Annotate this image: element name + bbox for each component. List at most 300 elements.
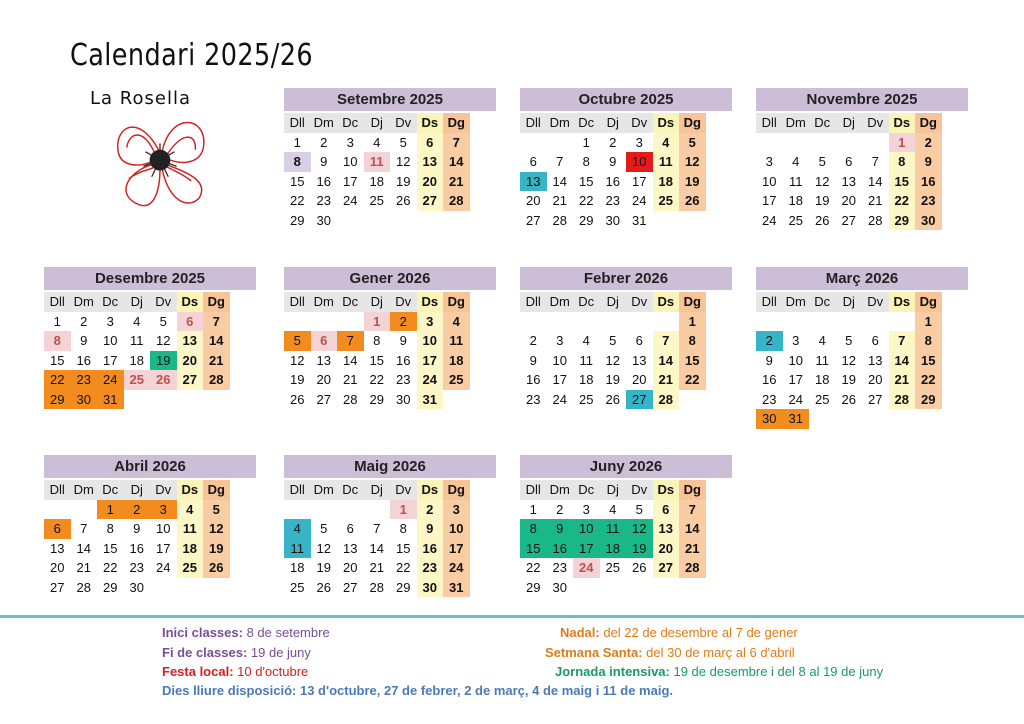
day-cell: 25: [369, 193, 384, 208]
week-row: [520, 331, 732, 351]
day-cell: 26: [632, 560, 647, 575]
empty-cell: [600, 578, 627, 598]
legend-nadal: Nadal: del 22 de desembre al 7 de gener: [560, 625, 798, 640]
day-cell: 26: [679, 191, 706, 211]
empty-cell: [311, 312, 338, 332]
day-cell: 12: [290, 352, 305, 368]
empty-cell: [520, 312, 547, 332]
day-cell: 30: [605, 212, 620, 228]
day-cell: 28: [343, 391, 358, 407]
day-cell: 2: [320, 134, 328, 150]
empty-cell: [862, 409, 889, 429]
day-cell: 12: [316, 540, 331, 556]
weekday-header: Dc: [97, 292, 124, 312]
day-cell: 15: [50, 352, 65, 368]
day-cell: 6: [871, 333, 879, 348]
day-cell: 5: [159, 313, 167, 329]
weekday-header: Dll: [756, 292, 783, 312]
weekday-header: Dll: [284, 480, 311, 500]
day-cell: 29: [44, 390, 71, 410]
day-cell: 18: [443, 351, 470, 371]
day-cell: 20: [632, 372, 647, 387]
day-cell: 11: [789, 173, 803, 189]
day-cell: 7: [871, 154, 879, 169]
day-cell: 15: [915, 351, 942, 371]
day-cell: 11: [600, 519, 627, 539]
day-cell: 26: [150, 370, 177, 390]
empty-cell: [653, 211, 680, 231]
day-cell: 31: [443, 578, 470, 598]
day-cell: 10: [573, 519, 600, 539]
month-calendar: [756, 88, 968, 230]
day-cell: 8: [582, 154, 590, 169]
weekday-header: Dll: [284, 113, 311, 133]
day-cell: 22: [369, 372, 384, 387]
day-cell: 6: [311, 331, 338, 351]
day-cell: 20: [316, 372, 331, 387]
day-cell: 3: [765, 154, 773, 169]
day-cell: 10: [103, 333, 118, 348]
legend-dies-lliure: Dies lliure disposició: 13 d'octubre, 27 de febrer, 2 de març, 4 de maig i 11 de maig.: [162, 683, 674, 698]
day-cell: 24: [156, 560, 171, 575]
weekday-header: Dll: [44, 292, 71, 312]
month-calendar: [520, 88, 732, 230]
day-cell: 12: [203, 519, 230, 539]
week-row: [756, 191, 968, 211]
day-cell: 17: [788, 372, 803, 387]
day-cell: 8: [44, 331, 71, 351]
day-cell: 15: [889, 172, 916, 192]
day-cell: 14: [203, 331, 230, 351]
day-cell: 6: [845, 154, 853, 169]
day-cell: 9: [529, 352, 537, 368]
day-cell: 2: [609, 134, 617, 150]
weekday-header: Dj: [124, 292, 151, 312]
day-cell: 15: [290, 173, 305, 189]
empty-cell: [71, 500, 98, 520]
day-cell: 1: [97, 500, 124, 520]
weekday-header: Dc: [573, 113, 600, 133]
day-cell: 27: [626, 390, 653, 410]
day-cell: 8: [284, 152, 311, 172]
day-cell: 22: [579, 193, 594, 208]
day-cell: 16: [396, 352, 411, 368]
day-cell: 19: [316, 560, 331, 575]
day-cell: 29: [889, 211, 916, 231]
day-cell: 28: [552, 212, 567, 228]
day-cell: 5: [635, 501, 643, 517]
week-row: [284, 351, 496, 371]
legend-separator: [0, 615, 1024, 618]
day-cell: 28: [889, 390, 916, 410]
weekday-header: Ds: [177, 292, 204, 312]
day-cell: 3: [582, 501, 590, 517]
weekday-header: Dg: [203, 292, 230, 312]
weekday-header: Dg: [915, 113, 942, 133]
day-cell: 22: [103, 560, 118, 575]
day-cell: 3: [106, 313, 114, 329]
day-cell: 6: [529, 154, 537, 169]
empty-cell: [836, 133, 863, 153]
day-cell: 2: [80, 313, 88, 329]
weekday-header: Dll: [520, 480, 547, 500]
day-cell: 18: [177, 539, 204, 559]
day-cell: 30: [396, 391, 411, 407]
day-cell: 21: [889, 370, 916, 390]
weekday-header: Dll: [44, 480, 71, 500]
empty-cell: [443, 211, 470, 231]
day-cell: 26: [815, 212, 830, 228]
day-cell: 5: [399, 134, 407, 150]
day-cell: 30: [915, 211, 942, 231]
month-calendar: [44, 267, 256, 409]
day-cell: 2: [915, 133, 942, 153]
day-cell: 22: [526, 560, 541, 575]
weekday-header: Dv: [390, 292, 417, 312]
weekday-header: Dg: [679, 480, 706, 500]
day-cell: 21: [679, 539, 706, 559]
day-cell: 8: [520, 519, 547, 539]
day-cell: 27: [868, 391, 883, 407]
weekday-header: Dv: [626, 113, 653, 133]
day-cell: 25: [815, 391, 830, 407]
day-cell: 12: [815, 173, 830, 189]
weekday-header: Dc: [337, 113, 364, 133]
day-cell: 10: [156, 521, 171, 536]
day-cell: 7: [373, 521, 381, 536]
weekday-header: Dc: [337, 292, 364, 312]
weekday-header: Dg: [443, 292, 470, 312]
day-cell: 5: [203, 500, 230, 520]
empty-cell: [809, 312, 836, 332]
day-cell: 24: [97, 370, 124, 390]
weekday-header: Dm: [311, 480, 338, 500]
weekday-header: Dm: [311, 292, 338, 312]
day-cell: 31: [783, 409, 810, 429]
day-cell: 16: [915, 172, 942, 192]
day-cell: 7: [80, 521, 88, 536]
empty-cell: [783, 133, 810, 153]
empty-cell: [177, 578, 204, 598]
day-cell: 17: [417, 351, 444, 371]
day-cell: 21: [653, 370, 680, 390]
week-row: [284, 539, 496, 559]
legend-festa-local: Festa local: 10 d'octubre: [162, 664, 309, 679]
empty-cell: [44, 500, 71, 520]
empty-cell: [177, 390, 204, 410]
day-cell: 17: [573, 539, 600, 559]
week-row: [520, 211, 732, 231]
empty-cell: [809, 133, 836, 153]
day-cell: 7: [889, 331, 916, 351]
empty-cell: [573, 578, 600, 598]
empty-cell: [756, 312, 783, 332]
day-cell: 19: [150, 351, 177, 371]
day-cell: 7: [556, 154, 564, 169]
week-row: [284, 370, 496, 390]
day-cell: 27: [526, 212, 541, 228]
day-cell: 3: [635, 134, 643, 150]
day-cell: 18: [369, 173, 384, 189]
day-cell: 17: [156, 540, 171, 556]
day-cell: 6: [346, 521, 354, 536]
empty-cell: [150, 390, 177, 410]
day-cell: 29: [103, 579, 118, 595]
weekday-header: Dll: [756, 113, 783, 133]
weekday-header: Dj: [836, 292, 863, 312]
day-cell: 8: [373, 333, 381, 348]
day-cell: 3: [346, 134, 354, 150]
day-cell: 15: [103, 540, 118, 556]
week-row: [756, 331, 968, 351]
week-row: [44, 539, 256, 559]
weekday-header: Dm: [311, 113, 338, 133]
empty-cell: [679, 390, 706, 410]
day-cell: 29: [526, 579, 541, 595]
day-cell: 25: [177, 558, 204, 578]
week-row: [284, 500, 496, 520]
day-cell: 4: [284, 519, 311, 539]
day-cell: 17: [103, 352, 118, 368]
day-cell: 17: [443, 539, 470, 559]
week-row: [520, 152, 732, 172]
empty-cell: [600, 312, 627, 332]
weekday-header: Ds: [417, 113, 444, 133]
day-cell: 26: [841, 391, 856, 407]
day-cell: 30: [417, 578, 444, 598]
weekday-header: Dll: [284, 292, 311, 312]
month-title: Gener 2026: [284, 267, 496, 290]
week-row: [756, 172, 968, 192]
day-cell: 8: [399, 521, 407, 536]
empty-cell: [653, 312, 680, 332]
empty-cell: [150, 578, 177, 598]
weekday-header: Dv: [390, 480, 417, 500]
week-row: [44, 370, 256, 390]
empty-cell: [390, 211, 417, 231]
month-title: Febrer 2026: [520, 267, 732, 290]
day-cell: 21: [369, 560, 384, 575]
weekday-header: Dv: [626, 480, 653, 500]
weekday-header: Dj: [600, 480, 627, 500]
weekday-header: Ds: [653, 480, 680, 500]
day-cell: 25: [653, 191, 680, 211]
day-cell: 18: [579, 372, 594, 387]
day-cell: 22: [44, 370, 71, 390]
week-row: [520, 578, 732, 598]
day-cell: 31: [417, 390, 444, 410]
weekday-header: Dm: [71, 292, 98, 312]
day-cell: 5: [609, 333, 617, 348]
day-cell: 28: [203, 370, 230, 390]
day-cell: 13: [417, 152, 444, 172]
day-cell: 31: [632, 212, 647, 228]
week-row: [284, 211, 496, 231]
day-cell: 18: [653, 172, 680, 192]
weekday-header: Ds: [653, 113, 680, 133]
day-cell: 19: [679, 172, 706, 192]
day-cell: 24: [573, 558, 600, 578]
day-cell: 29: [915, 390, 942, 410]
day-cell: 15: [520, 539, 547, 559]
day-cell: 28: [369, 579, 384, 595]
month-calendar: [520, 455, 732, 597]
empty-cell: [653, 578, 680, 598]
day-cell: 30: [129, 579, 144, 595]
day-cell: 25: [290, 579, 305, 595]
day-cell: 29: [579, 212, 594, 228]
day-cell: 3: [150, 500, 177, 520]
weekday-header: Dll: [520, 292, 547, 312]
day-cell: 22: [396, 560, 411, 575]
day-cell: 13: [50, 540, 65, 556]
empty-cell: [284, 500, 311, 520]
week-row: [520, 351, 732, 371]
week-row: [520, 191, 732, 211]
day-cell: 1: [529, 501, 537, 517]
day-cell: 19: [605, 372, 620, 387]
day-cell: 16: [526, 372, 541, 387]
week-row: [756, 312, 968, 332]
day-cell: 17: [552, 372, 567, 387]
week-row: [520, 519, 732, 539]
weekday-header: Dv: [626, 292, 653, 312]
day-cell: 5: [845, 333, 853, 348]
weekday-header: Dc: [97, 480, 124, 500]
empty-cell: [679, 578, 706, 598]
day-cell: 2: [756, 331, 783, 351]
day-cell: 17: [762, 193, 777, 208]
day-cell: 24: [552, 391, 567, 407]
day-cell: 10: [762, 173, 777, 189]
day-cell: 1: [293, 134, 301, 150]
day-cell: 24: [762, 212, 777, 228]
weekday-header: Dv: [862, 292, 889, 312]
day-cell: 4: [443, 312, 470, 332]
day-cell: 6: [44, 519, 71, 539]
day-cell: 9: [609, 154, 617, 169]
day-cell: 12: [396, 154, 411, 169]
empty-cell: [547, 312, 574, 332]
day-cell: 13: [177, 331, 204, 351]
week-row: [756, 133, 968, 153]
legend-inici: Inici classes: 8 de setembre: [162, 625, 330, 640]
empty-cell: [889, 312, 916, 332]
day-cell: 20: [177, 351, 204, 371]
day-cell: 4: [792, 154, 800, 169]
day-cell: 19: [203, 539, 230, 559]
week-row: [44, 500, 256, 520]
weekday-header: Dc: [573, 292, 600, 312]
weekday-header: Ds: [889, 292, 916, 312]
day-cell: 8: [889, 152, 916, 172]
day-cell: 20: [343, 560, 358, 575]
day-cell: 11: [653, 152, 680, 172]
weekday-header: Dv: [150, 480, 177, 500]
day-cell: 23: [129, 560, 144, 575]
day-cell: 23: [396, 372, 411, 387]
empty-cell: [783, 312, 810, 332]
day-cell: 26: [396, 193, 411, 208]
day-cell: 14: [443, 152, 470, 172]
empty-cell: [573, 312, 600, 332]
month-title: Octubre 2025: [520, 88, 732, 111]
day-cell: 9: [915, 152, 942, 172]
empty-cell: [364, 500, 391, 520]
day-cell: 27: [417, 191, 444, 211]
day-cell: 9: [133, 521, 141, 536]
week-row: [520, 558, 732, 578]
day-cell: 10: [343, 154, 358, 169]
day-cell: 6: [635, 333, 643, 348]
week-row: [284, 191, 496, 211]
calendar-title: Calendari 2025/26: [70, 38, 314, 73]
empty-cell: [862, 312, 889, 332]
day-cell: 13: [343, 540, 358, 556]
day-cell: 1: [679, 312, 706, 332]
week-row: [44, 390, 256, 410]
weekday-header: Dm: [783, 292, 810, 312]
day-cell: 26: [316, 579, 331, 595]
week-row: [284, 558, 496, 578]
month-calendar: [756, 267, 968, 429]
day-cell: 14: [889, 351, 916, 371]
day-cell: 5: [284, 331, 311, 351]
week-row: [520, 390, 732, 410]
legend-jornada-intensiva: Jornada intensiva: 19 de desembre i del 8 al 19 de juny: [555, 664, 884, 679]
weekday-header: Dj: [836, 113, 863, 133]
day-cell: 14: [552, 173, 567, 189]
weekday-header: Dg: [443, 113, 470, 133]
day-cell: 7: [679, 500, 706, 520]
month-title: Maig 2026: [284, 455, 496, 478]
day-cell: 11: [579, 352, 593, 368]
day-cell: 4: [373, 134, 381, 150]
day-cell: 27: [841, 212, 856, 228]
month-calendar: [284, 455, 496, 597]
weekday-header: Dg: [679, 292, 706, 312]
week-row: [44, 331, 256, 351]
month-title: Novembre 2025: [756, 88, 968, 111]
day-cell: 6: [417, 133, 444, 153]
empty-cell: [311, 500, 338, 520]
day-cell: 2: [529, 333, 537, 348]
weekday-header: Dv: [862, 113, 889, 133]
weekday-header: Dv: [390, 113, 417, 133]
day-cell: 21: [343, 372, 358, 387]
day-cell: 19: [841, 372, 856, 387]
day-cell: 1: [889, 133, 916, 153]
day-cell: 14: [653, 351, 680, 371]
day-cell: 1: [53, 313, 61, 329]
day-cell: 20: [841, 193, 856, 208]
day-cell: 19: [396, 173, 411, 189]
month-calendar: [284, 267, 496, 409]
week-row: [520, 500, 732, 520]
day-cell: 5: [679, 133, 706, 153]
day-cell: 30: [756, 409, 783, 429]
empty-cell: [679, 211, 706, 231]
day-cell: 19: [290, 372, 305, 387]
day-cell: 23: [526, 391, 541, 407]
day-cell: 22: [889, 191, 916, 211]
month-title: Juny 2026: [520, 455, 732, 478]
week-row: [756, 390, 968, 410]
week-row: [284, 133, 496, 153]
weekday-header: Dj: [364, 480, 391, 500]
day-cell: 14: [868, 173, 883, 189]
day-cell: 17: [632, 173, 647, 189]
